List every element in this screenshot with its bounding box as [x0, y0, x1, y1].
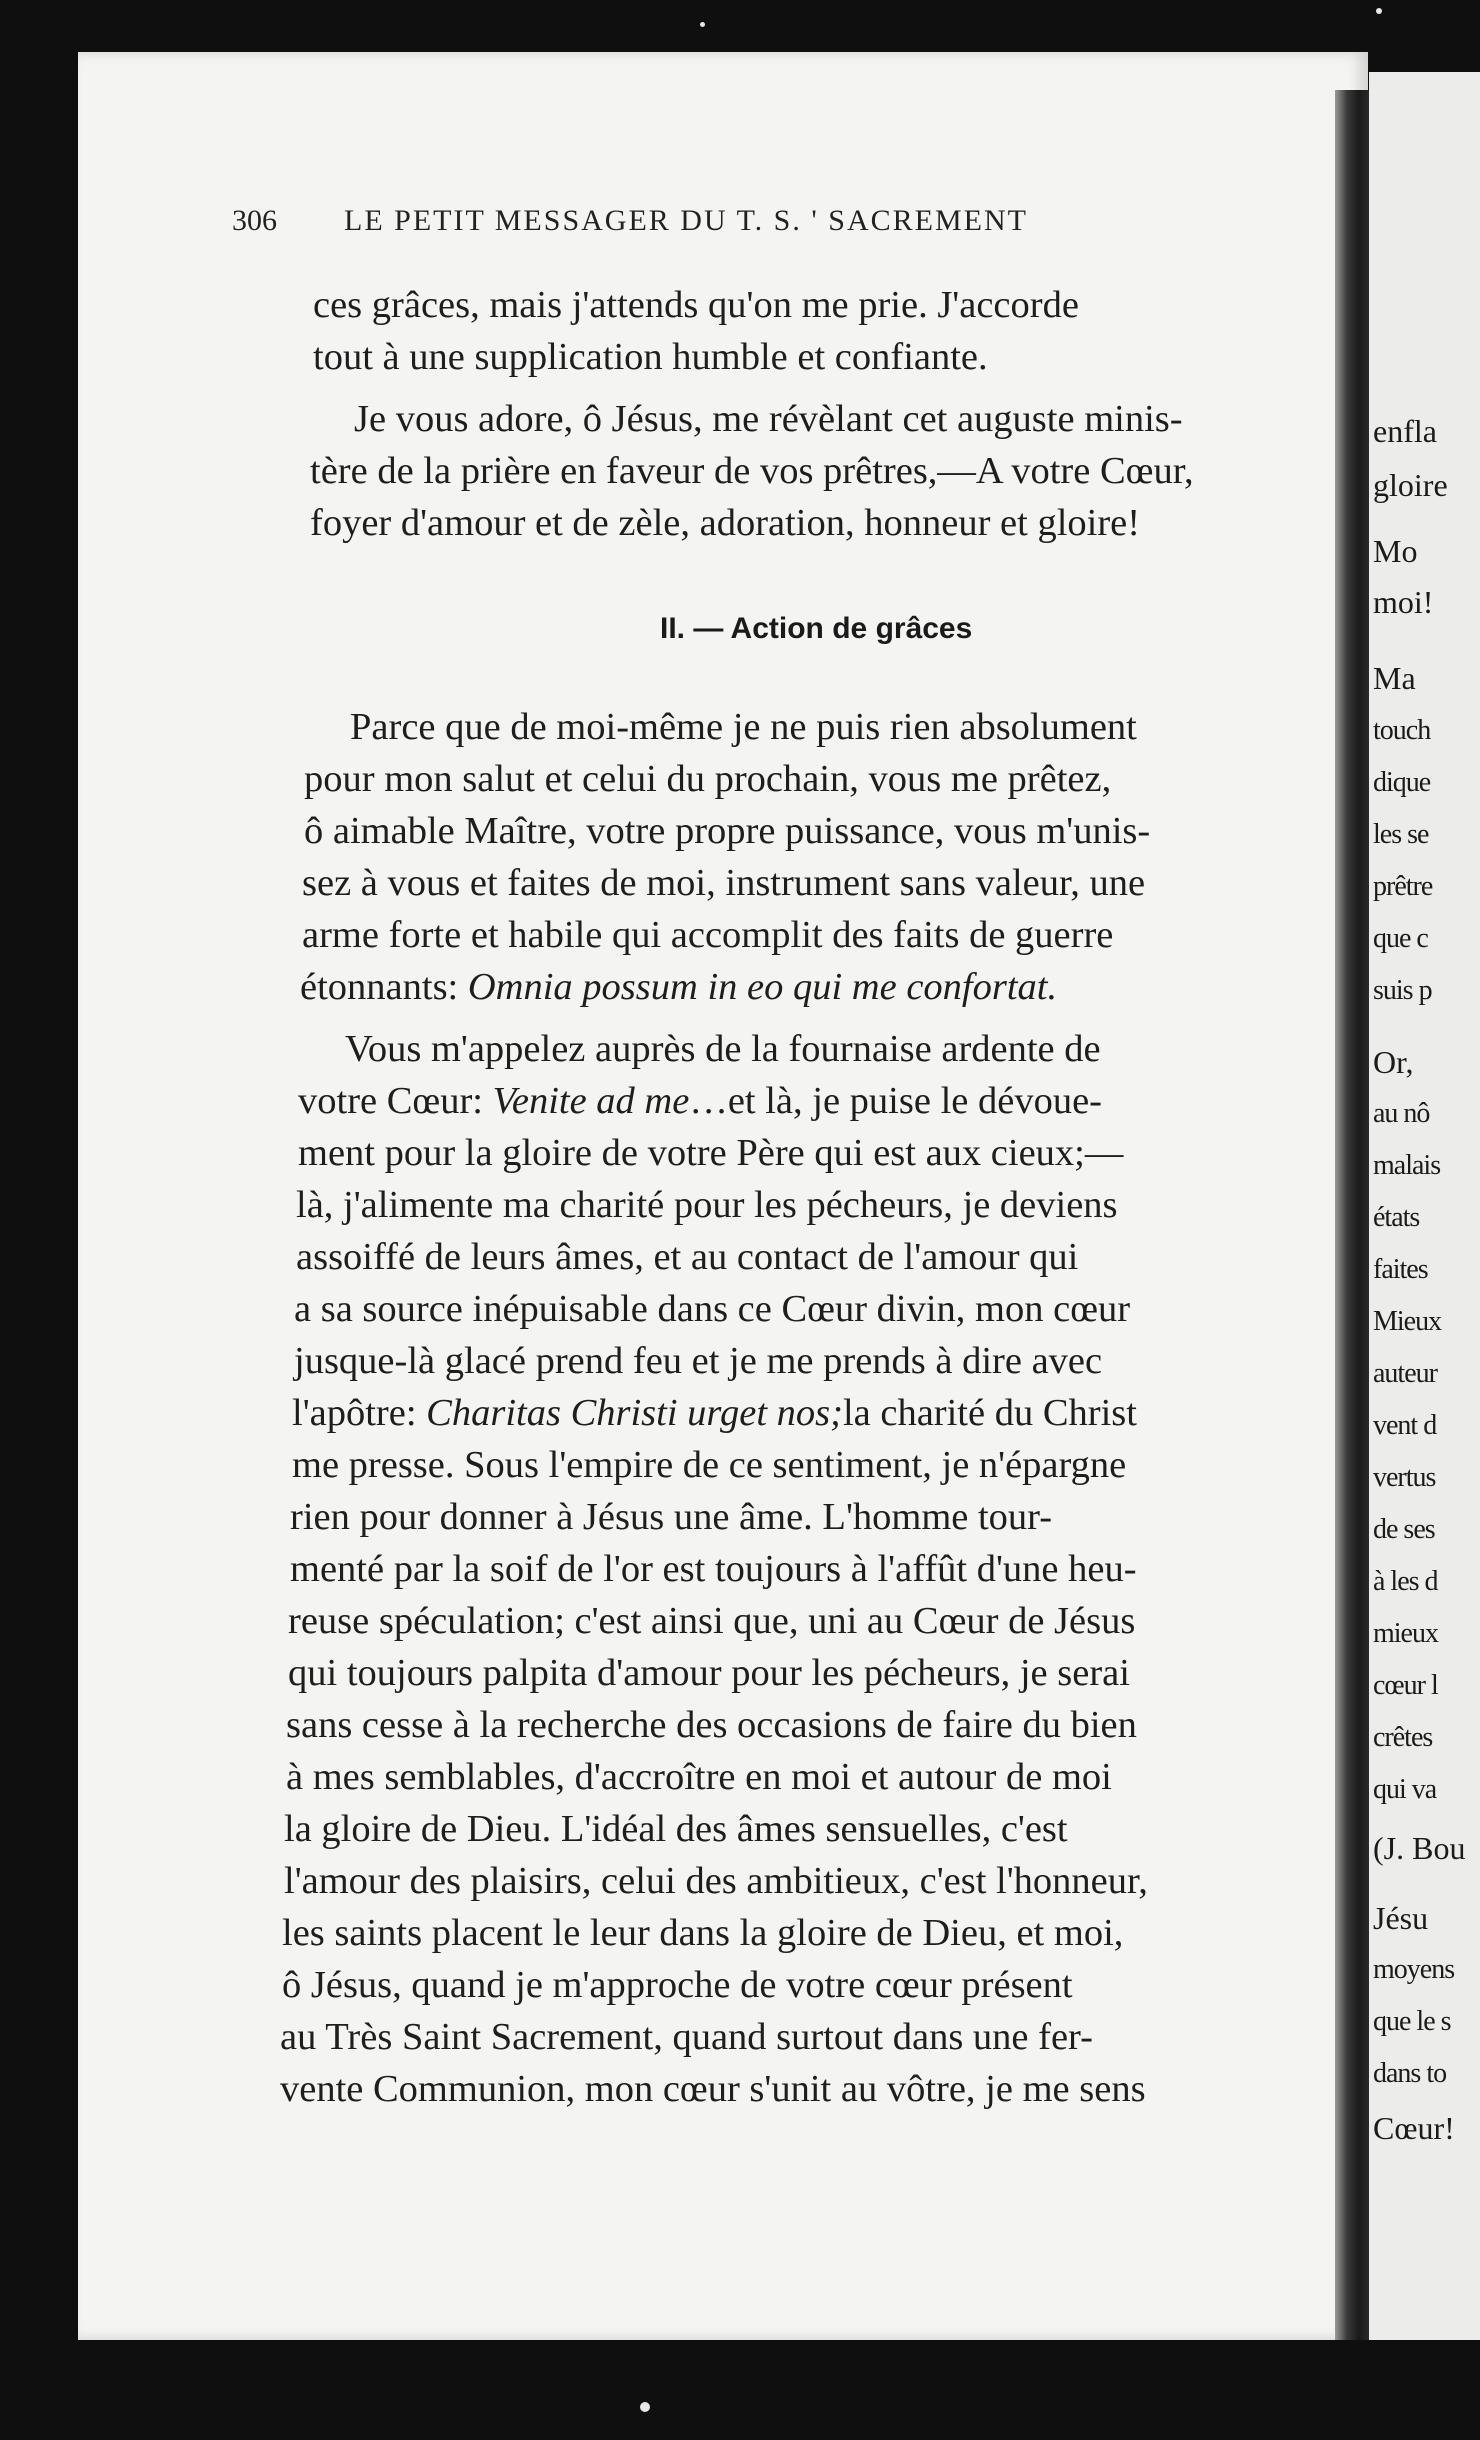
latin-quote: Venite ad me [492, 1080, 690, 1122]
text-line: tère de la prière en faveur de vos prêtres,—A votre Cœur, [310, 450, 1194, 492]
facing-line: de ses [1373, 1514, 1435, 1545]
text-line: les saints placent le leur dans la gloire de Dieu, et moi, [282, 1912, 1124, 1954]
facing-line: faites [1373, 1254, 1428, 1285]
text-line: ô aimable Maître, votre propre puissance, vous m'unis- [304, 810, 1151, 852]
text-line: jusque-là glacé prend feu et je me prends à dire avec [294, 1340, 1103, 1382]
facing-line: qui va [1373, 1774, 1437, 1805]
book-gutter [1335, 90, 1369, 2340]
text-line: ces grâces, mais j'attends qu'on me prie. J'accorde [313, 284, 1079, 326]
text-line: Parce que de moi-même je ne puis rien absolument [350, 706, 1137, 748]
facing-line: Ma [1373, 660, 1416, 696]
facing-line: Mieux [1373, 1306, 1442, 1337]
facing-line: prêtre [1373, 871, 1433, 902]
facing-line: malais [1373, 1150, 1441, 1181]
text-line: sez à vous et faites de moi, instrument sans valeur, une [302, 862, 1146, 904]
facing-line: Cœur! [1373, 2110, 1455, 2146]
facing-line: auteur [1373, 1358, 1437, 1389]
facing-line: enfla [1373, 413, 1437, 449]
facing-line: Or, [1373, 1044, 1414, 1080]
facing-line: touch [1373, 715, 1431, 746]
facing-line: vent d [1373, 1410, 1437, 1441]
text-line: menté par la soif de l'or est toujours à l'affût d'une heu- [290, 1548, 1137, 1590]
text-line: au Très Saint Sacrement, quand surtout dans une fer- [280, 2016, 1093, 2058]
text-line: reuse spéculation; c'est ainsi que, uni au Cœur de Jésus [288, 1600, 1136, 1642]
dust-speck [640, 2402, 650, 2412]
facing-line: Mo [1373, 533, 1418, 569]
latin-quote: Omnia possum in eo qui me confortat. [467, 966, 1058, 1008]
facing-line: cœur l [1373, 1670, 1438, 1701]
facing-line: suis p [1373, 975, 1432, 1006]
text-line: pour mon salut et celui du prochain, vous me prêtez, [304, 758, 1112, 800]
text-line: me presse. Sous l'empire de ce sentiment, je n'épargne [292, 1444, 1127, 1486]
facing-line: que le s [1373, 2006, 1451, 2037]
facing-line: dique [1373, 767, 1431, 798]
facing-line: (J. Bou [1373, 1830, 1466, 1866]
text-line: vente Communion, mon cœur s'unit au vôtre, je me sens [280, 2068, 1146, 2110]
facing-line: que c [1373, 923, 1428, 954]
text-line: a sa source inépuisable dans ce Cœur divin, mon cœur [294, 1288, 1131, 1330]
dust-speck [700, 22, 705, 27]
text-line: qui toujours palpita d'amour pour les pécheurs, je serai [288, 1652, 1130, 1694]
facing-line: moyens [1373, 1954, 1455, 1985]
text-line: arme forte et habile qui accomplit des faits de guerre [302, 914, 1114, 956]
text-line: rien pour donner à Jésus une âme. L'homme tour- [290, 1496, 1053, 1538]
facing-line: vertus [1373, 1462, 1436, 1493]
facing-line: à les d [1373, 1566, 1438, 1597]
text-line: ment pour la gloire de votre Père qui est aux cieux;— [298, 1132, 1124, 1174]
text-line [298, 1082, 1102, 1126]
dust-speck [1376, 8, 1382, 14]
running-header [232, 204, 1332, 248]
facing-line: moi! [1373, 584, 1434, 620]
text-line: là, j'alimente ma charité pour les pécheurs, je deviens [296, 1184, 1118, 1226]
text-segment: étonnants: [300, 966, 468, 1008]
facing-line: gloire [1373, 467, 1448, 503]
text-segment: la charité du Christ [842, 1392, 1137, 1434]
text-line: tout à une supplication humble et confiante. [313, 336, 988, 378]
facing-line: les se [1373, 819, 1429, 850]
text-line: Vous m'appelez auprès de la fournaise ardente de [345, 1028, 1101, 1070]
facing-line: Jésu [1373, 1900, 1429, 1936]
text-segment: l'apôtre: [292, 1392, 427, 1434]
facing-line: dans to [1373, 2058, 1447, 2089]
facing-line: états [1373, 1202, 1420, 1233]
section-heading: II. — Action de grâces [660, 612, 973, 645]
text-line [292, 1394, 1137, 1438]
facing-line: crêtes [1373, 1722, 1433, 1753]
text-line [300, 968, 1057, 1012]
text-segment: …et là, je puise le dévoue- [689, 1080, 1102, 1122]
text-line: sans cesse à la recherche des occasions de faire du bien [286, 1704, 1137, 1746]
text-line: la gloire de Dieu. L'idéal des âmes sensuelles, c'est [284, 1808, 1068, 1850]
text-line: à mes semblables, d'accroître en moi et autour de moi [286, 1756, 1112, 1798]
facing-line: au nô [1373, 1098, 1430, 1129]
book-page-right [1369, 72, 1480, 2340]
text-line: l'amour des plaisirs, celui des ambitieux, c'est l'honneur, [284, 1860, 1148, 1902]
text-line: Je vous adore, ô Jésus, me révèlant cet auguste minis- [354, 398, 1183, 440]
text-line: ô Jésus, quand je m'approche de votre cœur présent [282, 1964, 1073, 2006]
text-line: foyer d'amour et de zèle, adoration, honneur et gloire! [310, 502, 1141, 544]
text-segment: votre Cœur: [298, 1080, 493, 1122]
running-title: LE PETIT MESSAGER DU T. S. ' SACREMENT [344, 204, 1028, 237]
text-line: assoiffé de leurs âmes, et au contact de l'amour qui [296, 1236, 1079, 1278]
page-number: 306 [232, 204, 277, 237]
latin-quote: Charitas Christi urget nos; [426, 1392, 843, 1434]
facing-line: mieux [1373, 1618, 1438, 1649]
